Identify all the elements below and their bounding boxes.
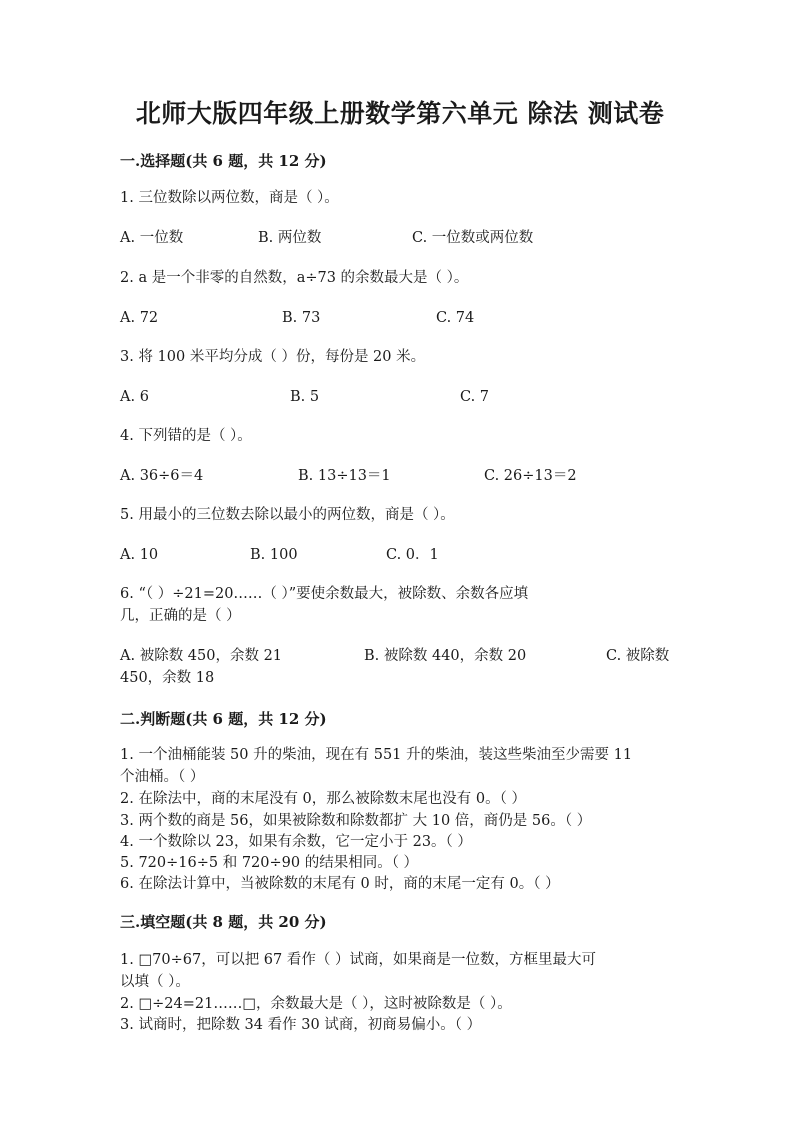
option: A. 36÷6＝4 (120, 468, 204, 484)
option: A. 一位数 (120, 230, 184, 246)
option: C. 被除数 (606, 648, 670, 664)
option: C. 0．1 (386, 547, 439, 563)
section-heading-fill: 三.填空题(共 8 题，共 20 分) (120, 913, 327, 931)
list-item: 3. 两个数的商是 56，如果被除数和除数都扩 大 10 倍，商仍是 56。（ ） (120, 813, 592, 829)
option: C. 一位数或两位数 (412, 230, 534, 246)
question-text: 6. “（ ）÷21=20……（ ）”要使余数最大，被除数、余数各应填 (120, 586, 529, 602)
option: B. 13÷13＝1 (298, 468, 391, 484)
question-text: 3. 将 100 米平均分成（ ）份，每份是 20 米。 (120, 349, 426, 365)
question-text: 2. a 是一个非零的自然数，a÷73 的余数最大是（ ）。 (120, 270, 469, 286)
list-item: 以填（ ）。 (120, 974, 190, 990)
option: 450，余数 18 (120, 670, 215, 686)
option: A. 10 (120, 547, 159, 563)
option: B. 5 (290, 389, 320, 405)
list-item: 3. 试商时，把除数 34 看作 30 试商，初商易偏小。（ ） (120, 1017, 482, 1033)
option: C. 74 (436, 310, 475, 326)
option: B. 被除数 440，余数 20 (364, 648, 527, 664)
question-text: 5. 用最小的三位数去除以最小的两位数，商是（ ）。 (120, 507, 455, 523)
page-title: 北师大版四年级上册数学第六单元 除法 测试卷 (135, 99, 665, 128)
option: A. 72 (120, 310, 159, 326)
list-item: 2. 在除法中，商的末尾没有 0，那么被除数末尾也没有 0。（ ） (120, 791, 526, 807)
option: B. 73 (282, 310, 321, 326)
question-text: 4. 下列错的是（ ）。 (120, 428, 252, 444)
list-item: 2. □÷24=21……□，余数最大是（ ），这时被除数是（ ）。 (120, 996, 512, 1012)
option: C. 7 (460, 389, 490, 405)
option: B. 两位数 (258, 230, 322, 246)
question-text: 1. 三位数除以两位数，商是（ ）。 (120, 190, 339, 206)
section-heading-judgement: 二.判断题(共 6 题，共 12 分) (120, 710, 327, 728)
list-item: 4. 一个数除以 23，如果有余数，它一定小于 23。（ ） (120, 834, 472, 850)
section-heading-choice: 一.选择题(共 6 题，共 12 分) (120, 152, 327, 170)
list-item: 1. 一个油桶能装 50 升的柴油，现在有 551 升的柴油，装这些柴油至少需要 11 (120, 747, 633, 763)
option: B. 100 (250, 547, 298, 563)
list-item: 1. □70÷67，可以把 67 看作（ ）试商，如果商是一位数，方框里最大可 (120, 952, 596, 968)
option: C. 26÷13＝2 (484, 468, 577, 484)
list-item: 6. 在除法计算中，当被除数的末尾有 0 时，商的末尾一定有 0。（ ） (120, 876, 560, 892)
list-item: 个油桶。（ ） (120, 769, 205, 785)
option: A. 被除数 450，余数 21 (120, 648, 283, 664)
list-item: 5. 720÷16÷5 和 720÷90 的结果相同。（ ） (120, 855, 419, 871)
option: A. 6 (120, 389, 149, 405)
question-text: 几，正确的是（ ） (120, 608, 241, 624)
